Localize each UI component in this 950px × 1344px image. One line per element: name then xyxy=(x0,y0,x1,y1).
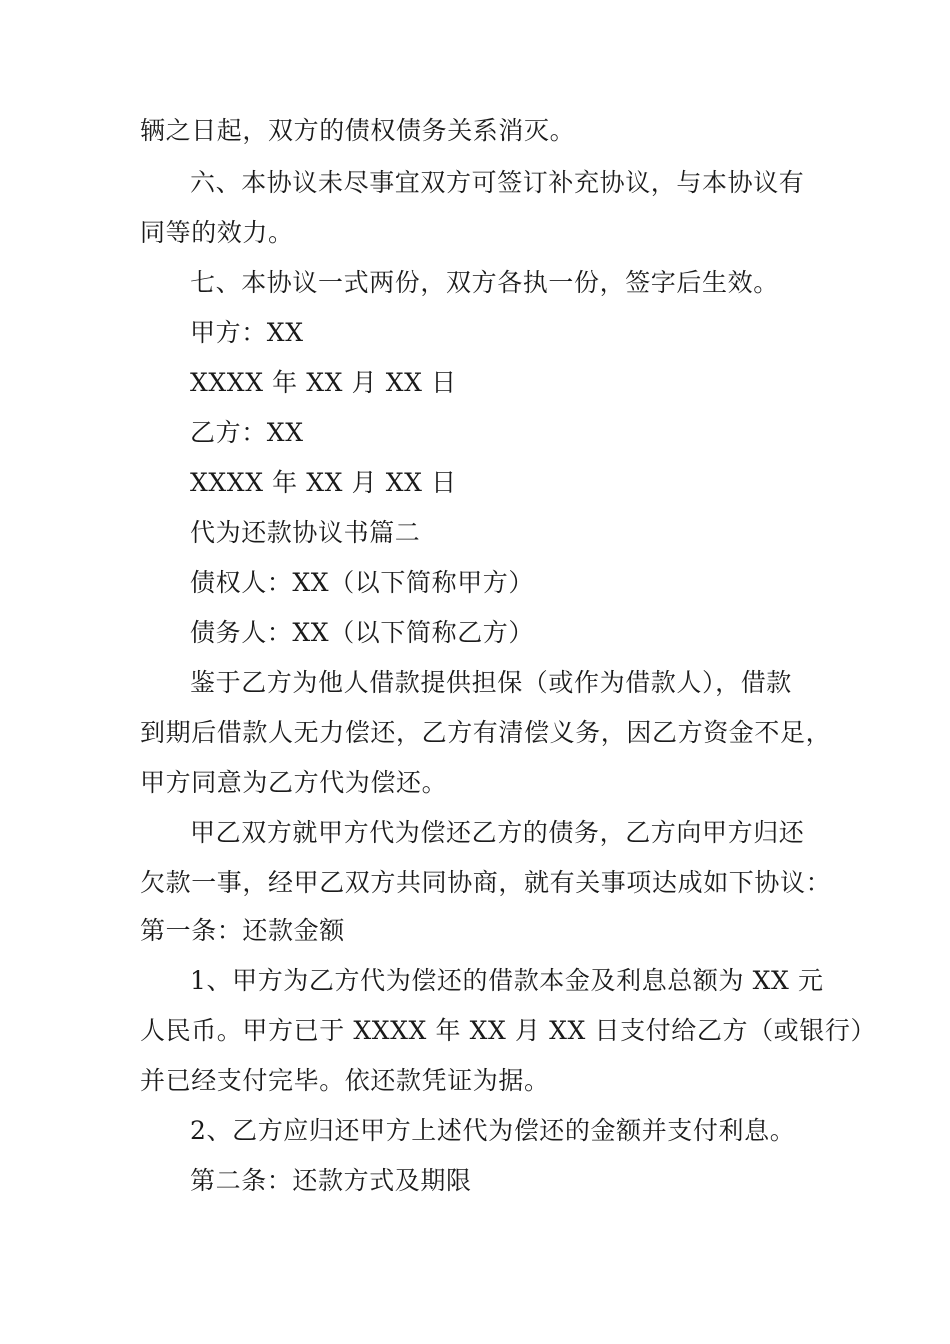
text-line: 甲方同意为乙方代为偿还。 xyxy=(140,768,448,797)
text-line: 鉴于乙方为他人借款提供担保（或作为借款人），借款 xyxy=(190,668,792,697)
text-line: 第二条：还款方式及期限 xyxy=(190,1166,472,1195)
text-line: 1、甲方为乙方代为偿还的借款本金及利息总额为 XX 元 xyxy=(190,966,824,995)
text-line: 人民币。甲方已于 XXXX 年 XX 月 XX 日支付给乙方（或银行） xyxy=(140,1016,877,1045)
text-line: 并已经支付完毕。依还款凭证为据。 xyxy=(140,1066,550,1095)
text-line: 同等的效力。 xyxy=(140,218,294,247)
text-line: XXXX 年 XX 月 XX 日 xyxy=(190,368,457,397)
text-line: 七、本协议一式两份，双方各执一份，签字后生效。 xyxy=(190,268,779,297)
text-line: 代为还款协议书篇二 xyxy=(190,518,421,547)
text-line: 甲乙双方就甲方代为偿还乙方的债务，乙方向甲方归还 xyxy=(190,818,805,847)
text-line: 甲方：XX xyxy=(190,318,304,347)
text-line: 到期后借款人无力偿还，乙方有清偿义务，因乙方资金不足， xyxy=(140,718,832,747)
text-line: XXXX 年 XX 月 XX 日 xyxy=(190,468,457,497)
text-line: 债务人：XX（以下简称乙方） xyxy=(190,618,534,647)
text-line: 第一条：还款金额 xyxy=(140,916,345,945)
text-line: 辆之日起，双方的债权债务关系消灭。 xyxy=(140,116,576,145)
text-line: 六、本协议未尽事宜双方可签订补充协议，与本协议有 xyxy=(190,168,805,197)
text-line: 乙方：XX xyxy=(190,418,304,447)
text-line: 债权人：XX（以下简称甲方） xyxy=(190,568,534,597)
text-line: 欠款一事，经甲乙双方共同协商，就有关事项达成如下协议： xyxy=(140,868,832,897)
text-line: 2、乙方应归还甲方上述代为偿还的金额并支付利息。 xyxy=(190,1116,796,1145)
